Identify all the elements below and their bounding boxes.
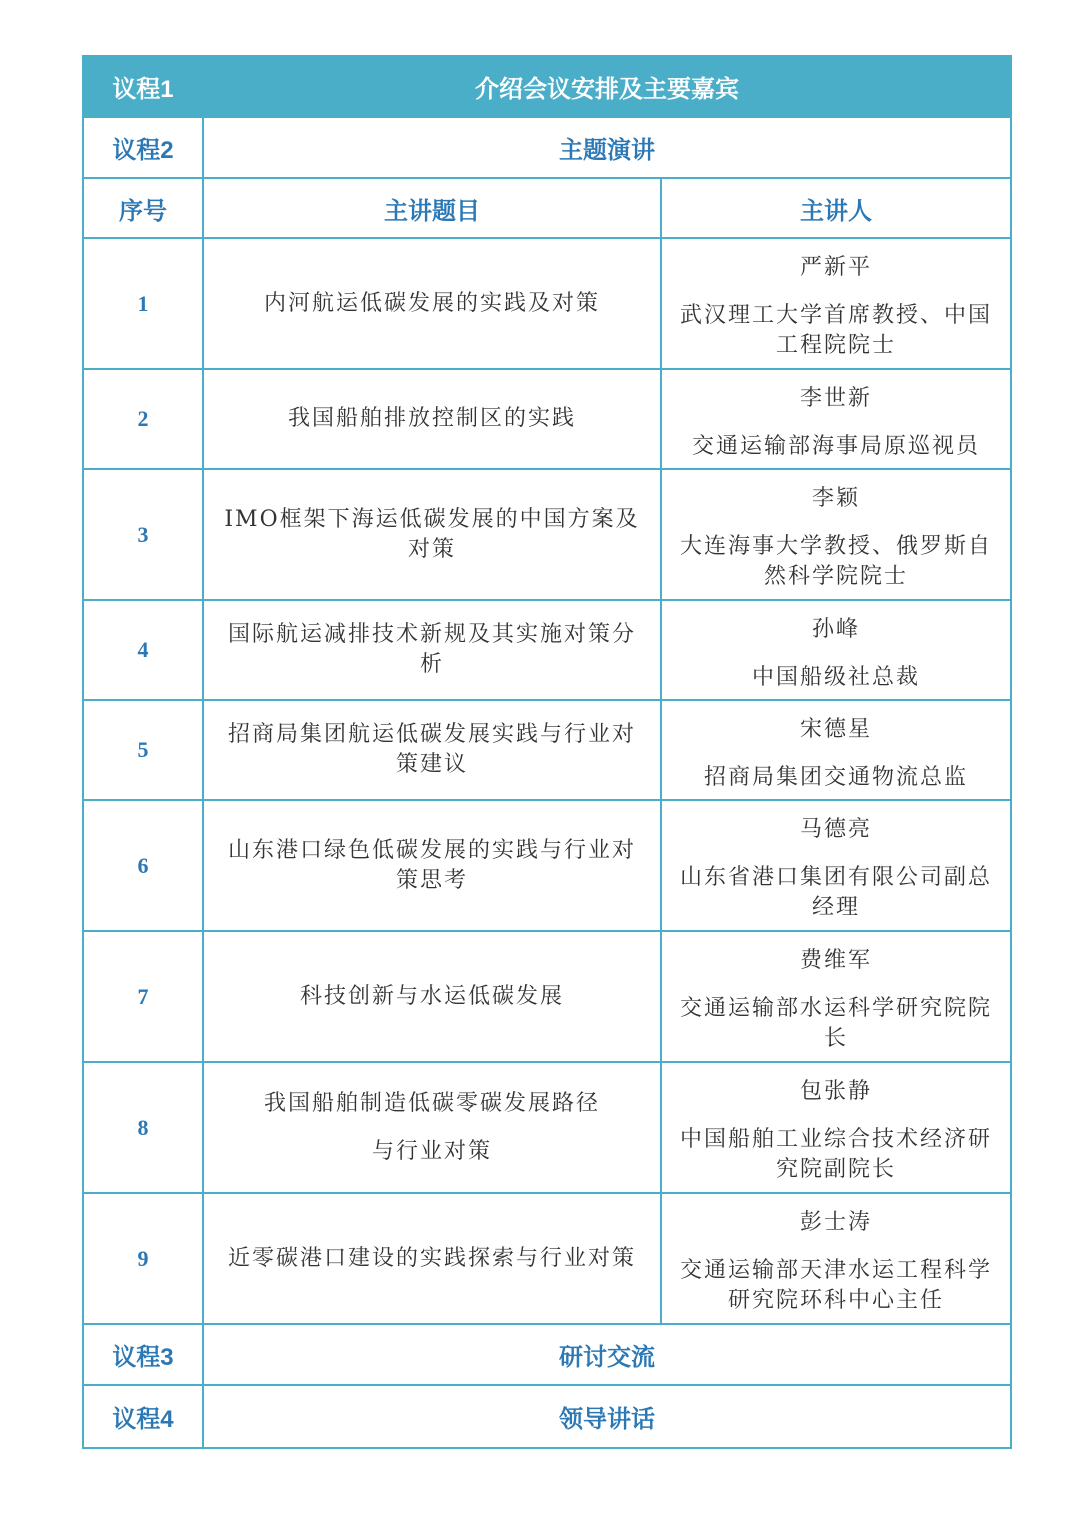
table-row: [84, 601, 1010, 701]
agenda-row-4: [84, 1386, 1010, 1447]
speaker-role: 交通运输部天津水运工程科学研究院环科中心主任: [679, 1258, 992, 1313]
speaker-cell: [662, 601, 1010, 699]
agenda-row-3: [84, 1325, 1010, 1386]
talk-topic: 我国船舶排放控制区的实践: [204, 370, 662, 468]
talk-topic: 科技创新与水运低碳发展: [204, 932, 662, 1061]
speaker-cell: [662, 370, 1010, 468]
agenda-title: 研讨交流: [559, 1344, 655, 1371]
table-row: [84, 470, 1010, 601]
speaker-name: 费维军: [799, 948, 872, 973]
talk-topic: 近零碳港口建设的实践探索与行业对策: [204, 1194, 662, 1323]
talk-number: 9: [84, 1194, 204, 1323]
talk-topic: 招商局集团航运低碳发展实践与行业对策建议: [204, 701, 662, 799]
column-header-speaker: 主讲人: [800, 197, 872, 225]
talk-number: 5: [84, 701, 204, 799]
table-row: [84, 801, 1010, 932]
speaker-name: 李世新: [799, 386, 872, 411]
agenda-row-2: [84, 118, 1010, 179]
agenda-title: 领导讲话: [559, 1406, 655, 1433]
speaker-cell: [662, 239, 1010, 368]
speaker-role: 武汉理工大学首席教授、中国工程院院士: [679, 303, 992, 358]
talk-topic: 山东港口绿色低碳发展的实践与行业对策思考: [204, 801, 662, 930]
speaker-name: 彭士涛: [799, 1210, 872, 1235]
speaker-role: 招商局集团交通物流总监: [703, 765, 968, 790]
talk-number: 6: [84, 801, 204, 930]
table-row: [84, 932, 1010, 1063]
speaker-name: 宋德星: [799, 717, 872, 742]
talk-number: 1: [84, 239, 204, 368]
talk-number: 2: [84, 370, 204, 468]
talk-number: 7: [84, 932, 204, 1061]
speaker-name: 马德亮: [799, 817, 872, 842]
talk-topic: 国际航运减排技术新规及其实施对策分析: [204, 601, 662, 699]
talk-topic: [204, 1063, 662, 1192]
speaker-name: 李颖: [811, 486, 860, 511]
agenda-table: [82, 55, 1012, 1449]
speaker-name: 孙峰: [811, 617, 860, 642]
speaker-role: 交通运输部海事局原巡视员: [691, 434, 980, 459]
talk-number: 4: [84, 601, 204, 699]
agenda-label: 议程4: [84, 1386, 204, 1447]
agenda-label: 议程3: [84, 1325, 204, 1384]
speaker-role: 中国船级社总裁: [751, 665, 920, 690]
speaker-cell: [662, 1063, 1010, 1192]
table-row: [84, 1063, 1010, 1194]
talk-topic: IMO框架下海运低碳发展的中国方案及对策: [204, 470, 662, 599]
table-row: [84, 370, 1010, 470]
speaker-name: 严新平: [799, 255, 872, 280]
speaker-role: 交通运输部水运科学研究院院长: [679, 996, 992, 1051]
agenda-title: 主题演讲: [559, 137, 655, 164]
speaker-cell: [662, 701, 1010, 799]
agenda-label: 议程1: [84, 57, 204, 116]
talk-number: 3: [84, 470, 204, 599]
talk-topic-line: 我国船舶制造低碳零碳发展路径: [263, 1090, 600, 1116]
speaker-cell: [662, 470, 1010, 599]
agenda-row-1: [84, 57, 1010, 118]
table-row: [84, 239, 1010, 370]
table-row: [84, 701, 1010, 801]
column-header-topic: 主讲题目: [204, 179, 662, 237]
column-header-no: 序号: [84, 179, 204, 237]
speaker-cell: [662, 932, 1010, 1061]
agenda-title: 介绍会议安排及主要嘉宾: [475, 76, 739, 103]
table-row: [84, 1194, 1010, 1325]
table-header-row: [84, 179, 1010, 239]
speaker-name: 包张静: [799, 1079, 872, 1104]
talk-number: 8: [84, 1063, 204, 1192]
agenda-label: 议程2: [84, 118, 204, 177]
talk-topic: 内河航运低碳发展的实践及对策: [204, 239, 662, 368]
speaker-role: 山东省港口集团有限公司副总经理: [679, 865, 992, 920]
speaker-cell: [662, 801, 1010, 930]
talk-topic-line: 与行业对策: [371, 1138, 492, 1164]
speaker-role: 中国船舶工业综合技术经济研究院副院长: [679, 1127, 992, 1182]
speaker-role: 大连海事大学教授、俄罗斯自然科学院院士: [679, 534, 992, 589]
speaker-cell: [662, 1194, 1010, 1323]
